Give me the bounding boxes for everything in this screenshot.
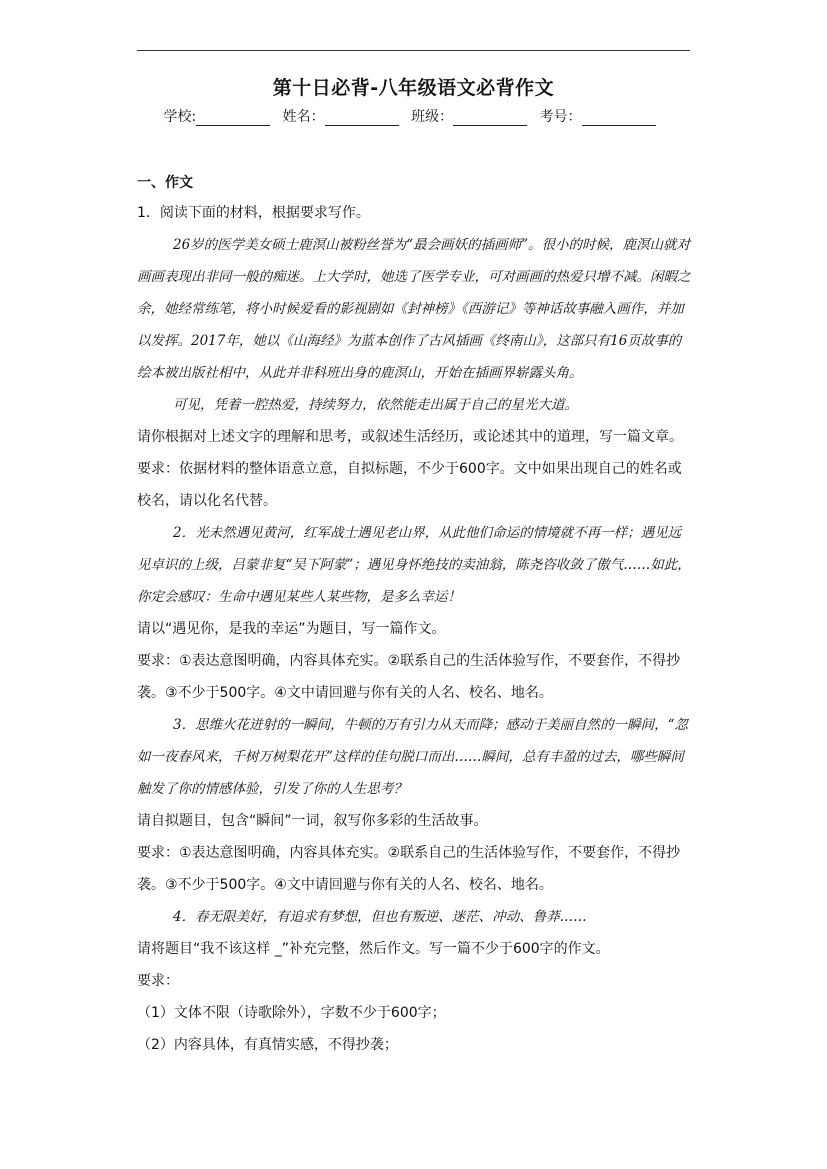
question-2-requirement: 要求：①表达意图明确，内容具体充实。②联系自己的生活体验写作，不要套作，不得抄袭。③不少于500字。④文中请回避与你有关的人名、校名、地名。 [137,653,681,701]
question-3-material: 3．思维火花迸射的一瞬间，牛顿的万有引力从天而降；感动于美丽自然的一瞬间，“忽如一夜春风来，千树万树梨花开”这样的佳句脱口而出……瞬间，总有丰盈的过去，哪些瞬间触发了你的情感体验，引发了你的人生思考？ [137,717,688,797]
name-label: 姓名： [282,109,325,125]
requirement-item: （1）文体不限（诗歌除外），字数不少于600字； [137,1005,446,1021]
question-2-task: 请以“遇见你，是我的幸运”为题目，写一篇作文。 [137,621,446,637]
page-title: 第十日必背-八年级语文必背作文 [272,77,555,99]
class-label: 班级： [411,109,454,125]
number-blank[interactable] [582,111,656,126]
question-3-requirement: 要求：①表达意图明确，内容具体充实。②联系自己的生活体验写作，不要套作，不得抄袭。③不少于500字。④文中请回避与你有关的人名、校名、地名。 [137,845,681,893]
question-2-material: 2．光未然遇见黄河，红军战士遇见老山界，从此他们命运的情境就不再一样；遇见远见卓识的上级，吕蒙非复“吴下阿蒙”；遇见身怀绝技的卖油翁，陈尧咨收敛了傲气……如此，你定会感叹：生命中遇见某些人某些物，是多么幸运！ [137,525,691,605]
question-4-task: 请将题目“我不该这样 _”补充完整，然后作文。写一篇不少于600字的作文。 [137,941,610,957]
school-label: 学校: [163,109,197,125]
question-block [137,197,693,1061]
number-label: 考号： [539,109,582,125]
question-1-task: 请你根据对上述文字的理解和思考，或叙述生活经历，或论述其中的道理，写一篇文章。 [137,429,683,445]
question-4-material: 4．春无限美好，有追求有梦想，但也有叛逆、迷茫、冲动、鲁莽…… [173,909,587,925]
name-blank[interactable] [325,111,399,126]
school-blank[interactable] [196,111,270,126]
question-1-requirement: 要求：依据材料的整体语意立意，自拟标题，不少于600字。文中如果出现自己的姓名或校名，请以化名代替。 [137,461,682,509]
question-1-intro: 1．阅读下面的材料，根据要求写作。 [137,205,370,221]
class-blank[interactable] [453,111,527,126]
section-heading: 一、作文 [137,175,193,191]
question-4-requirement-list [137,997,693,1061]
question-3-task: 请自拟题目，包含“瞬间”一词，叙写你多彩的生活故事。 [137,813,488,829]
student-info-line [0,106,827,126]
requirement-item: （2）内容具体，有真情实感，不得抄袭； [137,1037,398,1053]
question-1-material: 26岁的医学美女硕士鹿溟山被粉丝誉为“最会画妖的插画师”。很小的时候，鹿溟山就对画画表现出非同一般的痴迷。上大学时，她选了医学专业，可对画画的热爱只增不减。闲暇之余，她经常练笔，将小时候爱看的影视剧如《封神榜》《西游记》等神话故事融入画作，并加以发挥。2017年，她以《山海经》为蓝本创作了古风插画《终南山》，这部只有16页故事的绘本被出版社相中，从此并非科班出身的鹿溟山，开始在插画界崭露头角。 [137,237,691,381]
top-rule [137,50,690,51]
question-1-material-conclusion: 可见，凭着一腔热爱，持续努力，依然能走出属于自己的星光大道。 [173,397,578,413]
question-4-requirement-label: 要求： [137,973,179,989]
